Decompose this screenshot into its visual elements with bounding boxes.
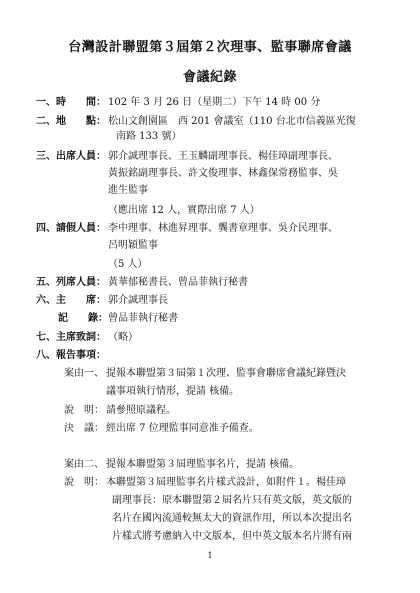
item-recorder-label: 記 錄： (58, 313, 108, 324)
case1-text: 提報本聯盟第３屆第１次理、監事會聯席會議紀錄暨決 (106, 368, 346, 379)
item-time-text: 102 年 3 月 26 日（星期二）下午 14 時 00 分 (108, 97, 321, 108)
item-recorder-text: 曾品菲執行秘書 (108, 313, 178, 324)
item-absent-cont: 呂明穎監事 (108, 240, 158, 251)
case1-label: 案由一、 (64, 368, 104, 379)
item-attendees-cont: 進生監事 (108, 185, 148, 196)
item-absent-count: （5 人） (108, 259, 148, 270)
page-number: 1 (207, 551, 213, 560)
item-attendees-text: 郭介誠理事長、王玉麟副理事長、楊佳璋副理事長、 (108, 151, 338, 162)
case1-resolve-label: 決 議： (64, 423, 104, 434)
item-chair-text: 郭介誠理事長 (108, 295, 168, 306)
document-title: 台灣設計聯盟第３屆第２次理事、監事聯席會議 (68, 40, 352, 55)
item-time-label: 一、時 間： (36, 97, 106, 108)
item-report-label: 八、報告事項： (36, 350, 106, 361)
item-absent-label: 四、請假人員： (36, 223, 106, 234)
case1-explain-text: 請參照原議程。 (106, 405, 176, 416)
case1-cont: 議事項執行情形，提請 核備。 (106, 386, 240, 397)
item-place-label: 二、地 點： (36, 116, 106, 127)
case2-explain-label: 說 明： (64, 477, 104, 488)
item-speech-text: （略） (108, 332, 138, 343)
item-attendees-count: （應出席 12 人，實際出席 7 人） (108, 205, 260, 216)
case2-explain-text: 名片在國內流通較無太大的資訊作用，所以本次提出名 (112, 513, 352, 524)
case2-label: 案由二、 (64, 459, 104, 470)
item-observers-text: 黃華郁秘書長、曾品菲執行秘書 (108, 277, 248, 288)
case1-explain-label: 說 明： (64, 405, 104, 416)
item-absent-text: 李中理事、林進昇理事、龔書章理事、吳介民理事、 (108, 223, 338, 234)
item-attendees-cont: 黃振銘副理事長、許文俊理事、林鑫保常務監事、吳 (108, 168, 338, 179)
item-attendees-label: 三、出席人員： (36, 151, 106, 162)
item-observers-label: 五、列席人員： (36, 277, 106, 288)
case2-explain-text: 本聯盟第３屆理監事名片樣式設計，如附件１。楊佳璋 (106, 477, 346, 488)
case2-explain-text: 片樣式將考慮納入中文版本，但中英文版本名片將有兩 (112, 531, 352, 542)
case2-explain-text: 副理事長：原本聯盟第２屆名片只有英文版，英文版的 (112, 495, 352, 506)
document-subtitle: 會議紀錄 (182, 70, 237, 85)
case2-text: 提報本聯盟第３屆理監事名片，提請 核備。 (106, 459, 300, 470)
item-place-text: 松山文創園區 西 201 會議室（110 台北市信義區光復 (108, 116, 356, 127)
item-place-cont: 南路 133 號） (116, 131, 182, 142)
item-chair-label: 六、主 席： (36, 295, 106, 306)
item-speech-label: 七、主席致詞： (36, 332, 106, 343)
case1-resolve-text: 經出席 7 位理監事同意准予備查。 (106, 423, 259, 434)
